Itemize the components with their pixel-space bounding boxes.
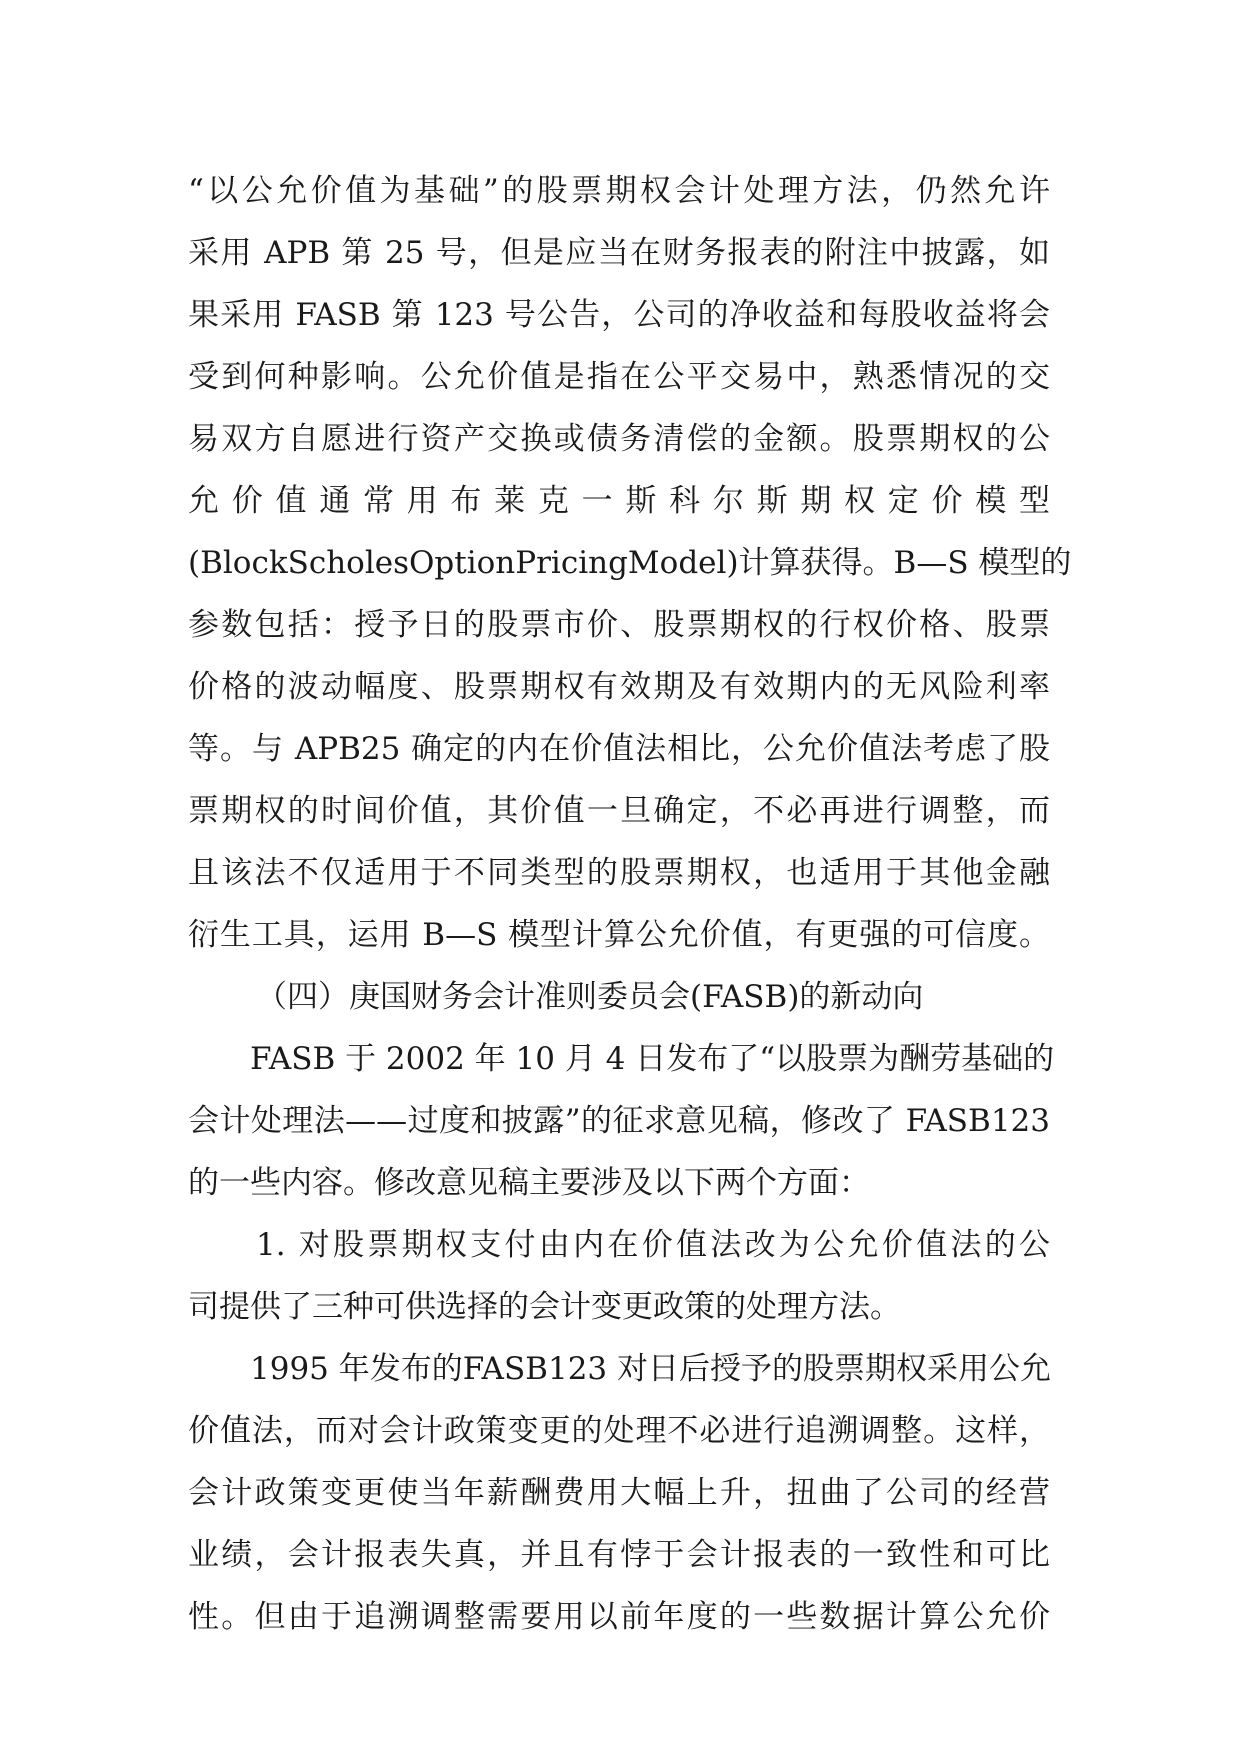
text-line: 性。但由于追溯调整需要用以前年度的一些数据计算公允价 [188,1599,1050,1635]
text-line: 会计政策变更使当年薪酬费用大幅上升，扭曲了公司的经营 [188,1475,1050,1511]
text-line: 衍生工具，运用 B—S 模型计算公允价值，有更强的可信度。 [188,917,1050,953]
text-line: 价值法，而对会计政策变更的处理不必进行追溯调整。这样， [188,1413,1050,1449]
text-line: 果采用 FASB 第 123 号公告，公司的净收益和每股收益将会 [188,297,1050,333]
body-text [188,160,1072,1648]
text-line: 票期权的时间价值，其价值一旦确定，不必再进行调整，而 [188,793,1050,829]
section-heading: （四）庚国财务会计准则委员会(FASB)的新动向 [256,979,924,1015]
text-line: 等。与 APB25 确定的内在价值法相比，公允价值法考虑了股 [188,731,1050,767]
text-line: 1995 年发布的FASB123 对日后授予的股票期权采用公允 [250,1351,1051,1387]
list-item: 1. 对股票期权支付由内在价值法改为公允价值法的公 [256,1227,1050,1263]
text-line: FASB 于 2002 年 10 月 4 日发布了“以股票为酬劳基础的 [250,1041,1055,1077]
text-line: 易双方自愿进行资产交换或债务清偿的金额。股票期权的公 [188,421,1050,457]
text-line: 会计处理法——过度和披露”的征求意见稿，修改了 FASB123 [188,1103,1050,1139]
text-line: “以公允价值为基础”的股票期权会计处理方法，仍然允许 [188,173,1050,209]
text-line: 且该法不仅适用于不同类型的股票期权，也适用于其他金融 [188,855,1050,891]
text-line: (BlockScholesOptionPricingModel)计算获得。B—S 模型的 [188,545,1072,581]
text-line: 允价值通常用布莱克一斯科尔斯期权定价模型 [188,483,1050,519]
text-line: 的一些内容。修改意见稿主要涉及以下两个方面： [188,1165,870,1201]
text-line: 价格的波动幅度、股票期权有效期及有效期内的无风险利率 [188,669,1050,705]
text-line: 司提供了三种可供选择的会计变更政策的处理方法。 [188,1289,901,1325]
text-line: 采用 APB 第 25 号，但是应当在财务报表的附注中披露，如 [188,235,1050,271]
text-line: 受到何种影响。公允价值是指在公平交易中，熟悉情况的交 [188,359,1050,395]
text-line: 参数包括：授予日的股票市价、股票期权的行权价格、股票 [188,607,1050,643]
text-line: 业绩，会计报表失真，并且有悖于会计报表的一致性和可比 [188,1537,1050,1573]
